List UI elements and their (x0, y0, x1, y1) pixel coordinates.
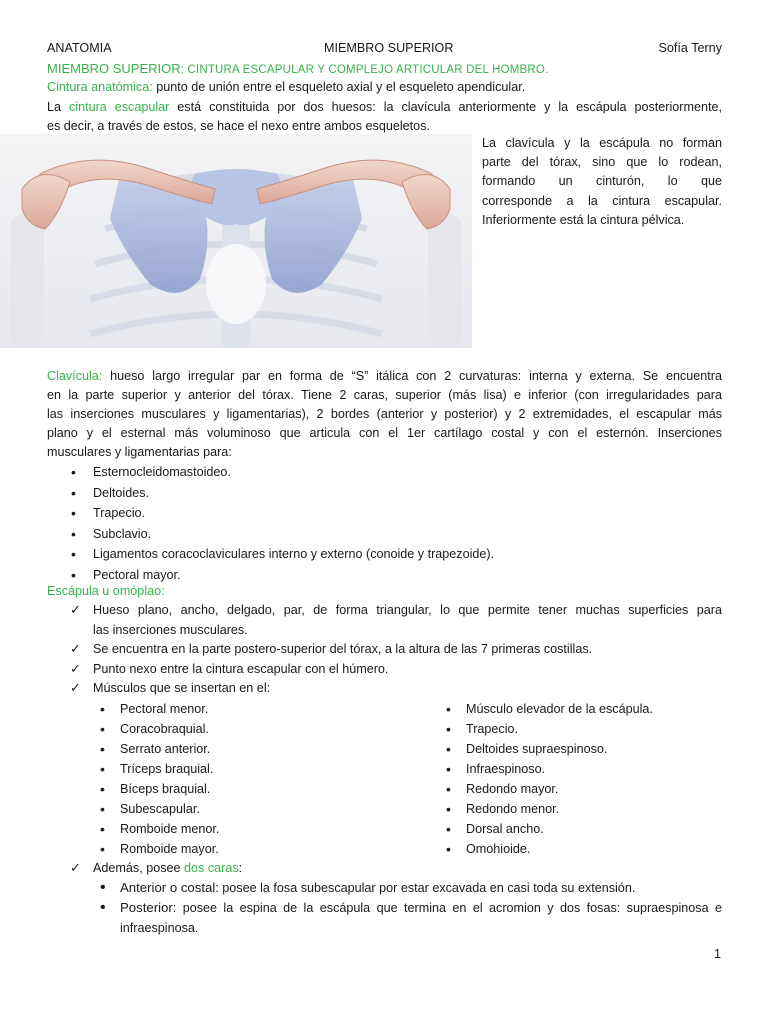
page-number: 1 (713, 947, 721, 961)
cintura-escapular-term: cintura escapular (68, 100, 170, 114)
muscles-left-list (120, 699, 219, 859)
section-title (47, 59, 722, 80)
caras-colon: : (238, 861, 243, 875)
posterior-line1 (120, 898, 722, 919)
list-item: • Redondo menor. (466, 799, 653, 819)
side-text-line: La clavícula y la escápula no forman (482, 136, 722, 150)
escapula-checklist (93, 601, 722, 699)
list-item: • Tríceps braquial. (120, 759, 219, 779)
check-item (93, 859, 242, 878)
escapula-term: Escápula u omóplao: (47, 584, 165, 598)
list-item: • Esternocleidomastoideo. (93, 462, 494, 483)
list-item: • Músculo elevador de la escápula. (466, 699, 653, 719)
side-text-line: formando un cinturón, lo que (482, 174, 722, 189)
list-item: • Dorsal ancho. (466, 819, 653, 839)
list-item: • Romboide menor. (120, 819, 219, 839)
cintura-escapular-pre: La (47, 100, 69, 114)
clavicula-line3: las inserciones musculares y ligamentarias), 2 bordes (anterior y posterior) y 2 extremidades, el escapular más (47, 407, 722, 421)
header-right: Sofía Terny (658, 41, 722, 55)
clavicula-line1 (47, 367, 722, 386)
list-item: • Romboide mayor. (120, 839, 219, 859)
side-text-line: corresponde a la cintura escapular. (482, 193, 722, 208)
clavicula-line2: en la parte superior y anterior del tórax. Tiene 2 caras, superior (más lisa) e inferior (con irregularidades para (47, 388, 722, 402)
side-text-block (482, 134, 722, 230)
list-item: • Ligamentos coracoclaviculares interno y externo (conoide y trapezoide). (93, 544, 494, 565)
page-header (47, 41, 722, 60)
cintura-escapular-line2: es decir, a través de estos, se hace el nexo entre ambos esqueletos. (47, 119, 430, 133)
list-item: • Subescapular. (120, 799, 219, 819)
bullet: • (100, 899, 106, 916)
list-item: • Infraespinoso. (466, 759, 653, 779)
list-item: • Serrato anterior. (120, 739, 219, 759)
caras-check (93, 859, 242, 878)
check-item: ✓ Músculos que se insertan en el: (93, 679, 722, 699)
posterior-term: Posterior (120, 900, 173, 915)
shoulder-girdle-drawing (0, 134, 472, 348)
anterior-cara (100, 878, 722, 899)
list-item: • Pectoral mayor. (93, 565, 494, 586)
list-item: • Bíceps braquial. (120, 779, 219, 799)
header-center: MIEMBRO SUPERIOR (324, 41, 454, 55)
cintura-anatomica (47, 78, 722, 97)
bullet: • (100, 879, 106, 896)
clavicula-insertions-list (93, 462, 494, 585)
check-item: ✓ Se encuentra en la parte postero-superior del tórax, a la altura de las 7 primeras costillas. (93, 640, 722, 660)
anterior-text: : posee la fosa subescapular por estar excavada en casi toda su extensión. (215, 881, 636, 895)
clavicula-line5: musculares y ligamentarias para: (47, 445, 232, 459)
list-item: • Trapecio. (466, 719, 653, 739)
posterior-text: : posee la espina de la escápula que termina en el acromion y dos fosas: supraespinosa e (172, 901, 722, 915)
list-item: • Deltoides supraespinoso. (466, 739, 653, 759)
anterior-term: Anterior o costal (120, 880, 216, 895)
caras-term: dos caras (184, 861, 239, 875)
list-item: • Coracobraquial. (120, 719, 219, 739)
list-item: • Omohioide. (466, 839, 653, 859)
check-item-text: ✓ Hueso plano, ancho, delgado, par, de forma triangular, lo que permite tener muchas superficies para (93, 603, 722, 617)
caras-intro: Además, posee (93, 861, 185, 875)
posterior-cara (100, 898, 722, 938)
list-item: • Redondo mayor. (466, 779, 653, 799)
clavicula-line4: plano y el esternal más voluminoso que articula con el 1er cartílago costal y con el esternón. Inserciones (47, 426, 722, 440)
title-rest: : CINTURA ESCAPULAR Y COMPLEJO ARTICULAR DEL HOMBRO. (180, 64, 549, 76)
side-text-line: parte del tórax, sino que lo rodean, (482, 155, 722, 170)
cintura-anatomica-term: Cintura anatómica: (47, 80, 153, 94)
list-item: • Deltoides. (93, 483, 494, 504)
clavicula-term: Clavícula: (47, 369, 103, 383)
header-left: ANATOMIA (47, 41, 112, 55)
cintura-escapular-rest: está constituida por dos huesos: la clavícula anteriormente y la escápula posteriormente, (169, 100, 722, 114)
shoulder-girdle-illustration (0, 134, 472, 348)
posterior-line2: infraespinosa. (120, 920, 199, 935)
muscles-right-list (466, 699, 653, 859)
title-main: MIEMBRO SUPERIOR (47, 61, 181, 76)
cintura-anatomica-definition: punto de unión entre el esqueleto axial y el esqueleto apendicular. (152, 80, 526, 94)
check-item-text: las inserciones musculares. (93, 622, 248, 637)
list-item: • Subclavio. (93, 524, 494, 545)
list-item: • Pectoral menor. (120, 699, 219, 719)
side-text-line: Inferiormente está la cintura pélvica. (482, 212, 685, 227)
check-item (93, 601, 722, 640)
check-item: ✓ Punto nexo entre la cintura escapular con el húmero. (93, 660, 722, 680)
clavicula-text: hueso largo irregular par en forma de “S” itálica con 2 curvaturas: interna y externa. Se encuentra (102, 369, 722, 383)
cintura-escapular-line1 (47, 98, 722, 117)
list-item: • Trapecio. (93, 503, 494, 524)
